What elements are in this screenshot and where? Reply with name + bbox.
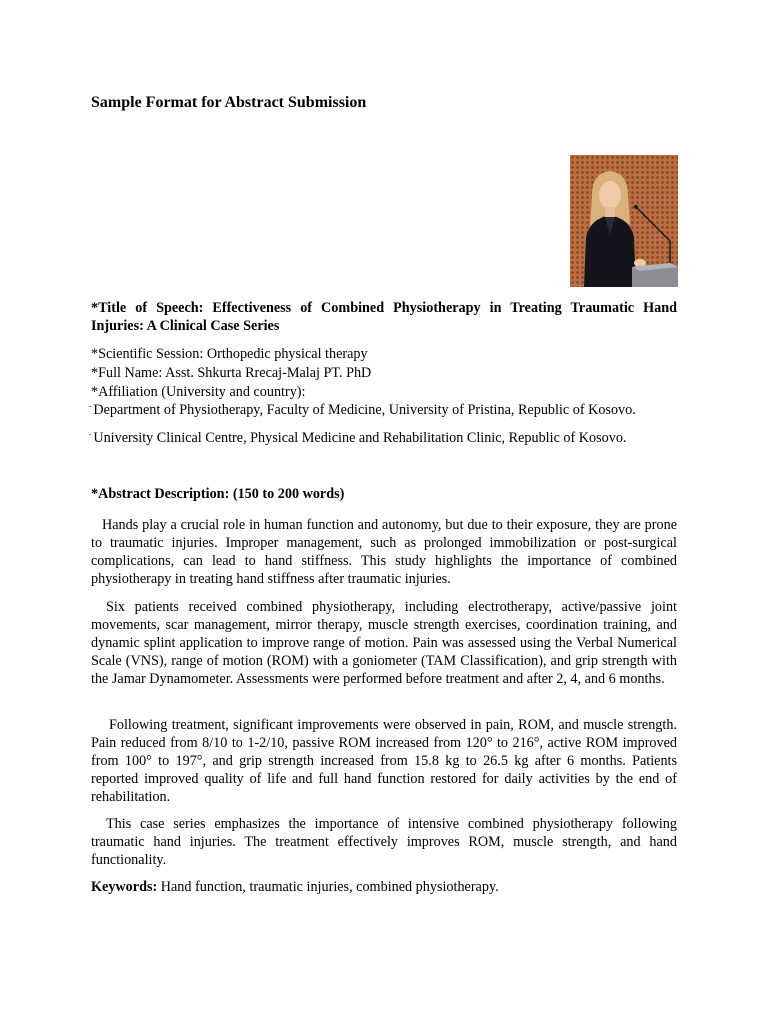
keywords-text: Hand function, traumatic injuries, combined physiotherapy. [160,879,499,895]
abstract-heading: *Abstract Description: (150 to 200 words) [91,486,345,502]
keywords-label: Keywords: [91,879,158,895]
keywords [91,879,499,896]
speaker-details [91,345,677,402]
abstract-paragraph: Following treatment, significant improvements were observed in pain, ROM, and muscle strength. Pain reduced from 8/10 to 1-2/10, passive ROM increased from 120° to 216°, active ROM improved from 100° to 197°, and grip strength increased from 15.8 kg to 26.5 kg after 6 months. Patients reported improved quality of life and full hand function restored for daily activities by the end of rehabilitation. [91,717,677,805]
speech-title: *Title of Speech: Effectiveness of Combined Physiotherapy in Treating Traumatic Hand Injuries: A Clinical Case Series [91,300,677,334]
speaker-photo-illustration [570,155,678,287]
affiliation-item [89,430,626,447]
full-name: *Full Name: Asst. Shkurta Rrecaj-Malaj PT. PhD [91,365,372,381]
abstract-paragraph: This case series emphasizes the importance of intensive combined physiotherapy following traumatic hand injuries. The treatment effectively improves ROM, muscle strength, and hand functionality. [91,816,677,868]
affiliation-marker: - [89,402,92,410]
abstract-paragraph: Hands play a crucial role in human function and autonomy, but due to their exposure, they are prone to traumatic injuries. Improper management, such as prolonged immobilization or post-surgical complications, can lead to hand stiffness. This study highlights the importance of combined physiotherapy in treating hand stiffness after traumatic injuries. [91,517,677,587]
speaker-photo [570,155,678,287]
affiliation-text: Department of Physiotherapy, Faculty of Medicine, University of Pristina, Republic of Kosovo. [93,402,636,418]
abstract-paragraph: Six patients received combined physiotherapy, including electrotherapy, active/passive joint movements, scar management, mirror therapy, muscle strength exercises, coordination training, and dynamic splint application to improve range of motion. Pain was assessed using the Verbal Numerical Scale (VNS), range of motion (ROM) with a goniometer (TAM Classification), and grip strength with the Jamar Dynamometer. Assessments were performed before treatment and after 2, 4, and 6 months. [91,599,677,687]
page-heading: Sample Format for Abstract Submission [91,94,367,111]
affiliation-marker: - [89,430,92,438]
affiliation-text: University Clinical Centre, Physical Medicine and Rehabilitation Clinic, Republic of Kosovo. [93,430,627,446]
scientific-session: *Scientific Session: Orthopedic physical therapy [91,346,368,362]
affiliation-item [89,402,636,419]
affiliation-label: *Affiliation (University and country): [91,384,306,400]
